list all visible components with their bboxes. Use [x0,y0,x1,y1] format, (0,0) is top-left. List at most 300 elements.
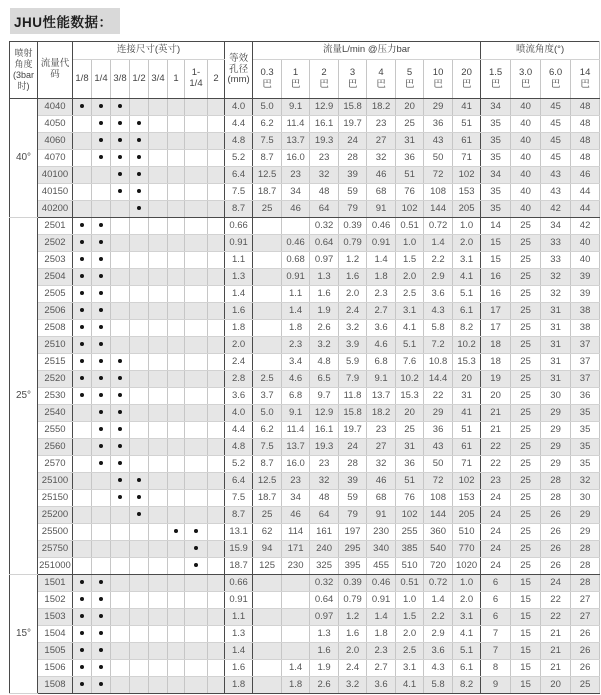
spray-angle-value-cell: 22 [541,609,571,626]
flow-value-cell: 0.51 [396,575,424,592]
flow-value-cell: 6.2 [253,422,282,439]
connection-dot-cell [168,490,185,507]
flow-value-cell: 41 [453,99,481,116]
header-connection-size: 1 [168,60,185,99]
flow-code-cell: 1502 [38,592,73,609]
connection-dot-cell [185,252,208,269]
table-row [10,660,600,677]
flow-value-cell: 79 [339,201,367,218]
flow-value-cell: 15.3 [396,388,424,405]
connection-dot-cell [149,201,168,218]
flow-value-cell: 1.4 [367,252,396,269]
connection-available-dot-icon [80,580,84,584]
flow-code-cell: 2560 [38,439,73,456]
flow-value-cell: 2.5 [253,371,282,388]
flow-code-cell: 25200 [38,507,73,524]
spray-angle-value-cell: 9 [481,677,511,694]
flow-value-cell [253,626,282,643]
connection-dot-cell [168,269,185,286]
flow-value-cell: 34 [282,490,310,507]
flow-value-cell: 3.1 [453,252,481,269]
table-row [10,473,600,490]
flow-value-cell: 4.1 [453,269,481,286]
connection-dot-cell [92,524,111,541]
flow-value-cell: 2.0 [339,643,367,660]
spray-angle-value-cell: 28 [571,541,600,558]
connection-dot-cell [208,150,225,167]
flow-value-cell: 14.4 [424,371,453,388]
connection-dot-cell [73,541,92,558]
spray-angle-value-cell: 26 [541,541,571,558]
flow-code-cell: 1508 [38,677,73,694]
connection-dot-cell [168,133,185,150]
table-row [10,337,600,354]
flow-value-cell: 0.46 [282,235,310,252]
spray-angle-value-cell: 25 [511,507,541,524]
connection-dot-cell [185,184,208,201]
header-connection-size: 1/8 [73,60,92,99]
flow-value-cell: 3.2 [339,320,367,337]
aperture-cell: 1.3 [225,269,253,286]
flow-value-cell: 43 [424,439,453,456]
connection-dot-cell [92,643,111,660]
connection-dot-cell [185,541,208,558]
header-flow-group: 流量L/min @压力bar [253,42,481,60]
connection-dot-cell [168,99,185,116]
flow-value-cell: 27 [367,133,396,150]
connection-available-dot-icon [118,138,122,142]
connection-dot-cell [92,609,111,626]
connection-dot-cell [111,116,130,133]
connection-dot-cell [168,320,185,337]
spray-angle-value-cell: 16 [481,286,511,303]
flow-code-cell: 4060 [38,133,73,150]
connection-dot-cell [73,422,92,439]
flow-value-cell: 29 [424,99,453,116]
connection-dot-cell [73,167,92,184]
spray-angle-value-cell: 23 [481,473,511,490]
flow-value-cell: 18.7 [253,490,282,507]
spray-angle-value-cell: 28 [571,558,600,575]
connection-dot-cell [185,320,208,337]
connection-dot-cell [185,473,208,490]
flow-value-cell: 50 [424,150,453,167]
connection-dot-cell [111,643,130,660]
aperture-cell: 7.5 [225,490,253,507]
spray-angle-value-cell: 31 [541,371,571,388]
connection-available-dot-icon [80,274,84,278]
flow-value-cell: 0.97 [310,252,339,269]
flow-code-cell: 2505 [38,286,73,303]
spray-angle-value-cell: 20 [541,677,571,694]
connection-dot-cell [185,626,208,643]
connection-available-dot-icon [194,546,198,550]
flow-value-cell: 71 [453,456,481,473]
connection-dot-cell [73,677,92,694]
spray-angle-value-cell: 25 [511,405,541,422]
spray-angle-value-cell: 27 [571,609,600,626]
flow-value-cell: 9.1 [367,371,396,388]
aperture-cell: 1.1 [225,609,253,626]
performance-table [9,41,600,694]
table-row [10,541,600,558]
connection-dot-cell [130,507,149,524]
connection-dot-cell [92,116,111,133]
connection-dot-cell [111,184,130,201]
aperture-cell: 15.9 [225,541,253,558]
connection-dot-cell [111,167,130,184]
connection-dot-cell [73,371,92,388]
flow-value-cell: 770 [453,541,481,558]
flow-value-cell: 13.7 [367,388,396,405]
flow-value-cell: 0.97 [310,609,339,626]
connection-dot-cell [149,677,168,694]
spray-angle-value-cell: 15 [511,677,541,694]
connection-dot-cell [185,439,208,456]
spray-angle-value-cell: 21 [541,643,571,660]
header-flow-pressure: 0.3 巴 [253,60,282,99]
flow-value-cell [282,609,310,626]
flow-value-cell: 1.0 [396,235,424,252]
connection-dot-cell [149,609,168,626]
header-flow-code: 流量代码 [38,42,73,99]
connection-dot-cell [149,167,168,184]
connection-dot-cell [92,490,111,507]
header-connection-group: 连接尺寸(英寸) [73,42,225,60]
flow-value-cell: 240 [310,541,339,558]
connection-dot-cell [111,371,130,388]
flow-value-cell: 125 [253,558,282,575]
flow-value-cell: 2.0 [396,626,424,643]
spray-angle-value-cell: 40 [511,150,541,167]
flow-code-cell: 1505 [38,643,73,660]
spray-angle-value-cell: 17 [481,320,511,337]
table-row [10,456,600,473]
flow-value-cell: 205 [453,201,481,218]
flow-value-cell [253,252,282,269]
flow-value-cell: 4.3 [424,660,453,677]
flow-value-cell: 5.0 [253,99,282,116]
flow-value-cell: 2.7 [367,303,396,320]
connection-dot-cell [185,507,208,524]
connection-dot-cell [208,320,225,337]
flow-value-cell: 9.1 [282,405,310,422]
flow-value-cell [253,609,282,626]
spray-angle-value-cell: 29 [541,439,571,456]
flow-value-cell: 2.3 [367,643,396,660]
flow-value-cell: 68 [367,490,396,507]
flow-code-cell: 2570 [38,456,73,473]
aperture-cell: 1.8 [225,677,253,694]
header-connection-size: 3/8 [111,60,130,99]
flow-value-cell: 76 [396,184,424,201]
flow-value-cell: 325 [310,558,339,575]
flow-value-cell: 12.5 [253,473,282,490]
flow-value-cell: 43 [424,133,453,150]
flow-value-cell: 3.1 [396,303,424,320]
flow-value-cell: 36 [424,116,453,133]
flow-code-cell: 2503 [38,252,73,269]
connection-dot-cell [111,507,130,524]
spray-angle-value-cell: 14 [481,218,511,235]
connection-available-dot-icon [80,342,84,346]
connection-dot-cell [208,269,225,286]
flow-value-cell: 720 [424,558,453,575]
spray-angle-value-cell: 35 [481,116,511,133]
connection-dot-cell [92,99,111,116]
connection-dot-cell [185,337,208,354]
connection-available-dot-icon [80,240,84,244]
connection-available-dot-icon [137,478,141,482]
spray-angle-value-cell: 45 [541,150,571,167]
connection-available-dot-icon [99,359,103,363]
flow-code-cell: 251000 [38,558,73,575]
connection-dot-cell [168,473,185,490]
header-flow-pressure: 4 巴 [367,60,396,99]
connection-dot-cell [73,116,92,133]
connection-dot-cell [73,456,92,473]
connection-dot-cell [92,626,111,643]
connection-dot-cell [73,201,92,218]
table-row [10,252,600,269]
connection-dot-cell [185,133,208,150]
connection-dot-cell [185,609,208,626]
flow-value-cell: 29 [424,405,453,422]
connection-dot-cell [149,626,168,643]
flow-value-cell: 0.72 [424,218,453,235]
spray-angle-value-cell: 7 [481,626,511,643]
connection-available-dot-icon [99,138,103,142]
table-row [10,388,600,405]
connection-dot-cell [73,643,92,660]
spray-angle-value-cell: 40 [511,167,541,184]
spray-angle-value-cell: 43 [541,184,571,201]
spray-angle-value-cell: 33 [541,252,571,269]
flow-value-cell: 91 [367,201,396,218]
spray-angle-value-cell: 22 [541,592,571,609]
flow-value-cell: 0.32 [310,575,339,592]
spray-angle-value-cell: 7 [481,643,511,660]
connection-dot-cell [208,354,225,371]
aperture-cell: 3.6 [225,388,253,405]
flow-value-cell: 10.2 [396,371,424,388]
spray-angle-value-cell: 48 [571,116,600,133]
connection-dot-cell [111,405,130,422]
connection-dot-cell [208,405,225,422]
header-connection-size: 2 [208,60,225,99]
table-row [10,303,600,320]
aperture-cell: 6.4 [225,473,253,490]
header-angle-pressure: 1.5 巴 [481,60,511,99]
flow-value-cell: 4.6 [282,371,310,388]
flow-value-cell: 31 [396,439,424,456]
spray-angle-value-cell: 44 [571,184,600,201]
connection-dot-cell [92,269,111,286]
spray-angle-value-cell: 15 [481,252,511,269]
connection-dot-cell [73,99,92,116]
connection-dot-cell [130,320,149,337]
connection-dot-cell [92,473,111,490]
connection-dot-cell [185,660,208,677]
flow-value-cell: 5.8 [424,320,453,337]
spray-angle-value-cell: 24 [541,575,571,592]
aperture-cell: 0.66 [225,218,253,235]
connection-dot-cell [149,150,168,167]
aperture-cell: 2.8 [225,371,253,388]
connection-dot-cell [168,235,185,252]
table-row [10,286,600,303]
connection-available-dot-icon [118,427,122,431]
spray-angle-value-cell: 25 [511,303,541,320]
connection-dot-cell [73,660,92,677]
connection-dot-cell [208,558,225,575]
spray-angle-value-cell: 26 [571,626,600,643]
header-aperture: 等效孔径(mm) [225,42,253,99]
flow-value-cell: 9.7 [310,388,339,405]
spray-angle-value-cell: 6 [481,592,511,609]
flow-value-cell: 72 [424,473,453,490]
connection-dot-cell [111,99,130,116]
spray-angle-value-cell: 26 [571,660,600,677]
connection-dot-cell [111,133,130,150]
spray-angle-value-cell: 40 [511,116,541,133]
flow-value-cell: 114 [282,524,310,541]
flow-value-cell: 102 [396,201,424,218]
flow-value-cell: 255 [396,524,424,541]
connection-dot-cell [73,609,92,626]
flow-value-cell: 23 [310,456,339,473]
connection-dot-cell [208,235,225,252]
connection-available-dot-icon [194,529,198,533]
flow-value-cell: 3.6 [424,643,453,660]
connection-dot-cell [185,286,208,303]
flow-code-cell: 1503 [38,609,73,626]
flow-value-cell [253,337,282,354]
flow-value-cell: 1.2 [339,609,367,626]
aperture-cell: 0.66 [225,575,253,592]
flow-value-cell: 50 [424,456,453,473]
flow-value-cell: 4.6 [367,337,396,354]
aperture-cell: 2.4 [225,354,253,371]
flow-value-cell: 20 [396,405,424,422]
connection-dot-cell [92,150,111,167]
flow-value-cell: 6.1 [453,303,481,320]
flow-value-cell: 6.5 [310,371,339,388]
connection-available-dot-icon [99,614,103,618]
aperture-cell: 6.4 [225,167,253,184]
connection-dot-cell [168,201,185,218]
connection-dot-cell [149,422,168,439]
header-spray-angle-group: 喷流角度(°) [481,42,600,60]
header-angle-pressure: 3.0 巴 [511,60,541,99]
spray-angle-value-cell: 46 [571,167,600,184]
spray-angle-value-cell: 15 [511,626,541,643]
connection-available-dot-icon [80,325,84,329]
connection-dot-cell [185,150,208,167]
connection-dot-cell [208,201,225,218]
connection-dot-cell [73,150,92,167]
flow-value-cell: 3.6 [367,677,396,694]
flow-value-cell: 1.3 [310,626,339,643]
connection-dot-cell [92,541,111,558]
flow-value-cell: 2.6 [310,320,339,337]
header-connection-size: 3/4 [149,60,168,99]
flow-value-cell: 3.9 [339,337,367,354]
connection-dot-cell [73,269,92,286]
spray-angle-value-cell: 38 [571,320,600,337]
flow-value-cell: 1.0 [396,592,424,609]
header-flow-pressure: 2 巴 [310,60,339,99]
connection-dot-cell [185,456,208,473]
flow-value-cell: 2.4 [339,303,367,320]
connection-dot-cell [208,116,225,133]
flow-value-cell: 340 [367,541,396,558]
flow-value-cell: 39 [339,473,367,490]
spray-angle-value-cell: 44 [571,201,600,218]
flow-value-cell: 11.4 [282,116,310,133]
spray-angle-value-cell: 35 [481,133,511,150]
flow-value-cell: 13.7 [282,133,310,150]
aperture-cell: 4.4 [225,422,253,439]
connection-dot-cell [185,524,208,541]
connection-dot-cell [130,490,149,507]
flow-value-cell: 0.51 [396,218,424,235]
flow-value-cell: 3.1 [396,660,424,677]
connection-dot-cell [73,354,92,371]
spray-angle-value-cell: 32 [541,269,571,286]
connection-dot-cell [130,303,149,320]
flow-value-cell: 0.64 [310,235,339,252]
spray-angle-value-cell: 25 [511,422,541,439]
header-flow-pressure: 20 巴 [453,60,481,99]
spray-angle-value-cell: 40 [511,184,541,201]
spray-angle-value-cell: 40 [511,99,541,116]
flow-code-cell: 25150 [38,490,73,507]
spray-angle-value-cell: 38 [571,303,600,320]
connection-dot-cell [168,184,185,201]
page-title: JHU性能数据： [10,8,120,34]
flow-value-cell: 0.32 [310,218,339,235]
connection-available-dot-icon [80,665,84,669]
connection-dot-cell [168,439,185,456]
connection-available-dot-icon [174,529,178,533]
spray-angle-block-label: 40° [10,99,38,218]
flow-value-cell: 7.9 [339,371,367,388]
flow-value-cell: 2.3 [282,337,310,354]
spray-angle-value-cell: 40 [511,133,541,150]
flow-value-cell [253,592,282,609]
spray-angle-value-cell: 25 [511,337,541,354]
aperture-cell: 4.8 [225,439,253,456]
spray-angle-value-cell: 35 [481,184,511,201]
connection-dot-cell [92,235,111,252]
spray-angle-block-label: 25° [10,218,38,575]
connection-dot-cell [92,575,111,592]
spray-angle-value-cell: 35 [481,150,511,167]
flow-value-cell: 1.0 [453,575,481,592]
connection-available-dot-icon [99,274,103,278]
spray-angle-value-cell: 48 [571,150,600,167]
flow-value-cell: 510 [453,524,481,541]
flow-value-cell: 51 [453,116,481,133]
connection-dot-cell [149,592,168,609]
flow-code-cell: 4040 [38,99,73,116]
flow-value-cell: 2.2 [424,252,453,269]
spray-angle-value-cell: 18 [481,337,511,354]
spray-angle-value-cell: 34 [481,167,511,184]
flow-value-cell: 6.8 [367,354,396,371]
spray-angle-value-cell: 40 [571,235,600,252]
